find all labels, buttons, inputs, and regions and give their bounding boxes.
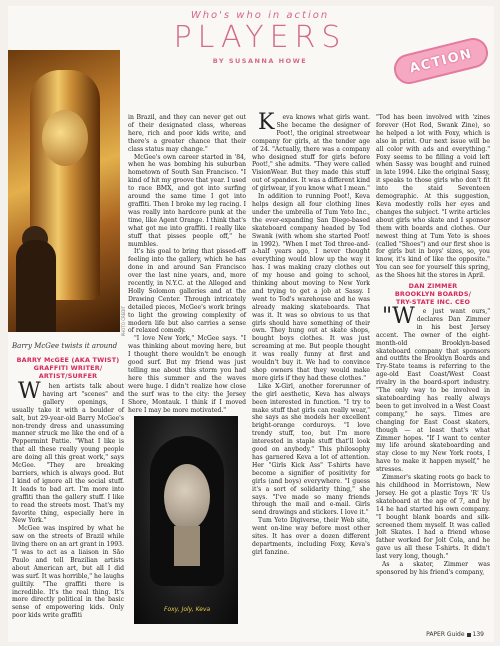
article-header [126,10,394,65]
keva-photo [134,416,238,624]
column-3 [252,110,370,557]
page-footer [426,631,484,638]
dan-heading-line: BROOKLYN BOARDS/ [394,290,472,299]
neck-shape [174,526,200,566]
column-1 [12,356,124,620]
dan-heading-line: DAN ZIMMER [408,282,458,291]
square-icon [467,633,471,637]
statue-face [42,110,88,166]
paragraph: In addition to running Poot!, Keva helps design all four clothing lines under the umbrella of Tum Yeto Inc., the ever-expanding San Diego-based skateboard company headed by Tod Swank (with whom she started Poot! in 1992). "When I met Tod three-and-a-half years ago, I never thought everything would blow up the way it has. I was making crazy clothes out of my house and going to school, thinking about moving to New York and trying to get a job at Sassy. I went to Tod's warehouse and he was already making skateboards. That was it. It was so obvious to us that girls should have something of their own. They hung out at skate shops, bought boys clothes. It was just screaming at me. But people thought it was really funny at first and wouldn't buy it. We had to convince shop owners that they would make more girls if they had these clothes." [252,193,370,382]
paragraph: Keva knows what girls want. She became the designer of Poot!, the original streetwear company for girls, at the tender age of 24. "Actually, there was a company who designed stuff for girls before Poot!," she admits. "They were called VisionWear. But they made this stuff out of spandex. It was a different kind of girlwear, if you know what I mean." [252,110,370,193]
column-2 [128,114,246,441]
paragraph: It's his goal to bring that pissed-off feeling into the gallery, which he has done in and around San Francisco over the last nine years, and, more recently, in N.Y.C. at the Alleged and Holly Solomon galleries and at the Drawing Center. Through intricately detailed pieces, McGee's work brings to light the growing complexity of modern life but also carries a sense of relaxed comedy. [128,248,246,335]
footer-label: PAPER Guide [426,631,465,638]
dan-heading [376,282,490,306]
badge-label: ACTION [408,45,474,77]
paragraph: Zimmer's skating roots go back to his childhood in Morristown, New Jersey. He got a plastic Toys 'R' Us skateboard at the age of 7, and by 14 he had started his own company. "I bought blank boards and silk-screened them myself. It was called Jolt Skates. I had a friend whose father worked for Jolt Cola, and he gave us all these T-shirts. It didn't last very long, though." [376,474,490,561]
face-shape [164,464,210,530]
paragraph: McGee's own career started in '84, when he was bombing his suburban hometown of South San Francisco. "I kind of hit my groove that year. I used to race BMX, and got into surfing around the same time I got into graffiti. Then I broke my leg racing. I was really into hardcore punk at the time, like Agent Orange. I think that's what got me into graffiti. I really like stuff that pisses people off," he mumbles. [128,153,246,248]
paragraph: Like X-Girl, another forerunner of the girl aesthetic, Keva has always been interested in function. "I try to make stuff that girls can really wear," she says as she models her excellent bright-orange corduroys. "I love trendy stuff, too, but I'm more interested in staple stuff that'll look good on anybody." This philosophy has garnered Keva a lot of attention. Her "Girls Kick Ass" T-shirts have become a signifier of positivity for girls (and boys) everywhere. "I guess it's a sort of solidarity thing," she says. "I've made so many friends through the mail and e-mail. Girls send drawings and stickers. I love it." [252,382,370,517]
kicker: Who's who in action [190,10,330,21]
paragraph: "Tod has been involved with 'zines forever (Hot Rod, Swank Zine), so he helped a lot with Foxy, which is also in print. Our next issue will be all color with ads and everything." Foxy seems to be filling a void left when Sassy was bought and ruined in late 1994. Like the original Sassy, it speaks to those girls who don't fit into the staid Seventeen demographic. At this suggestion, Keva modestly rolls her eyes and changes the subject. "I write articles about girls who skate and I sponsor them with boards and clothes. Our newest thing at Tum Yeto is shoes (called "Shoes") and our first shoe is for girls but in boys' sizes, so, you know, it's kind of like the opposite." You can see for yourself this spring, as the Shoes hit the stores in April. [376,114,490,280]
keva-caption: Foxy, Joly, Keva [164,606,211,613]
article-title: PLAYERS [173,20,347,55]
mcgee-heading [12,356,124,380]
photo-credit: PHOTO CREDIT [121,306,126,337]
mcgee-heading-line: BARRY McGEE (AKA TWIST) [16,356,120,364]
column-4 [376,114,490,577]
mcgee-heading-line: GRAFFITI WRITER/ [33,364,103,372]
magazine-page [8,6,494,642]
page-number: 139 [472,631,484,638]
action-badge [391,35,491,87]
byline: BY SUSANNA HOWE [212,57,308,65]
dan-heading-line: TRY-STATE INC. CEO [395,298,471,307]
paragraph: in Brazil, and they can never get out of their designated class, whereas here, rich and poor kids write, and there's a greater chance that their class status may change." [128,114,246,153]
mcgee-photo [8,50,120,332]
paragraph: When artists talk about having art "scenes" and gallery openings, I usually take it with a boulder of salt, but 29-year-old Barry McGee's non-trendy dress and unassuming manner struck me like the end of a Peppermint Pattie. "What I like is that all these really young people are doing all this great work," says McGee. "They are breaking barriers, which is always good. But I kind of ignore all the social stuff. It leads to bad art. I'm more into graffiti than the gallery stuff. I like to read the streets most. That's my favorite thing, especially here in New York." [12,379,124,525]
mcgee-heading-line: ARTIST/SURFER [38,372,98,380]
paragraph: "We just want ours," declares Dan Zimmer in his best Jersey accent. The owner of the eight-month-old Brooklyn-based skateboard company that sponsors and outfits the Brooklyn Boards and Try-State teams is referring to the age-old East Coast/West Coast rivalry in the board-sport industry. "The only way to be involved in skateboarding has really always been to get involved in a West Coast company," he says. Times are changing for East Coast skaters, though — at least that's what Zimmer hopes. "If I want to center my life around skateboarding and stay close to my New York roots, I have to make it happen myself," he stresses. [376,304,490,474]
mcgee-caption: Barry McGee twists it around [12,342,118,350]
paragraph: As a skater, Zimmer was sponsored by his friend's company, [376,561,490,576]
paragraph: "I love New York," McGee says. "I was thinking about moving here, but I thought there wouldn't be enough good surf. But my friend was just telling me about this storm you had here this summer and the waves were huge. I didn't realize how close the surf was to the city: the Jersey Shore, Montauk. I think if I moved here I may be more motivated." [128,335,246,414]
figure-body [16,240,56,332]
paragraph: Tum Yeto Digiverse, their Web site, went on-line way before most other sites. It has over a dozen different departments, including Foxy, Keva's girl fanzine. [252,517,370,556]
paragraph: McGee was inspired by what he saw on the streets of Brazil while living there on an art grant in 1993. "I was to act as a liaison in São Paulo and tell Brazilian artists about American art, but all I did was surf. It was horrible," he laughs guiltily. "The graffiti there is incredible. It's the real thing. It's more directly political in the basic sense of empowering kids. Only poor kids write graffiti [12,525,124,620]
